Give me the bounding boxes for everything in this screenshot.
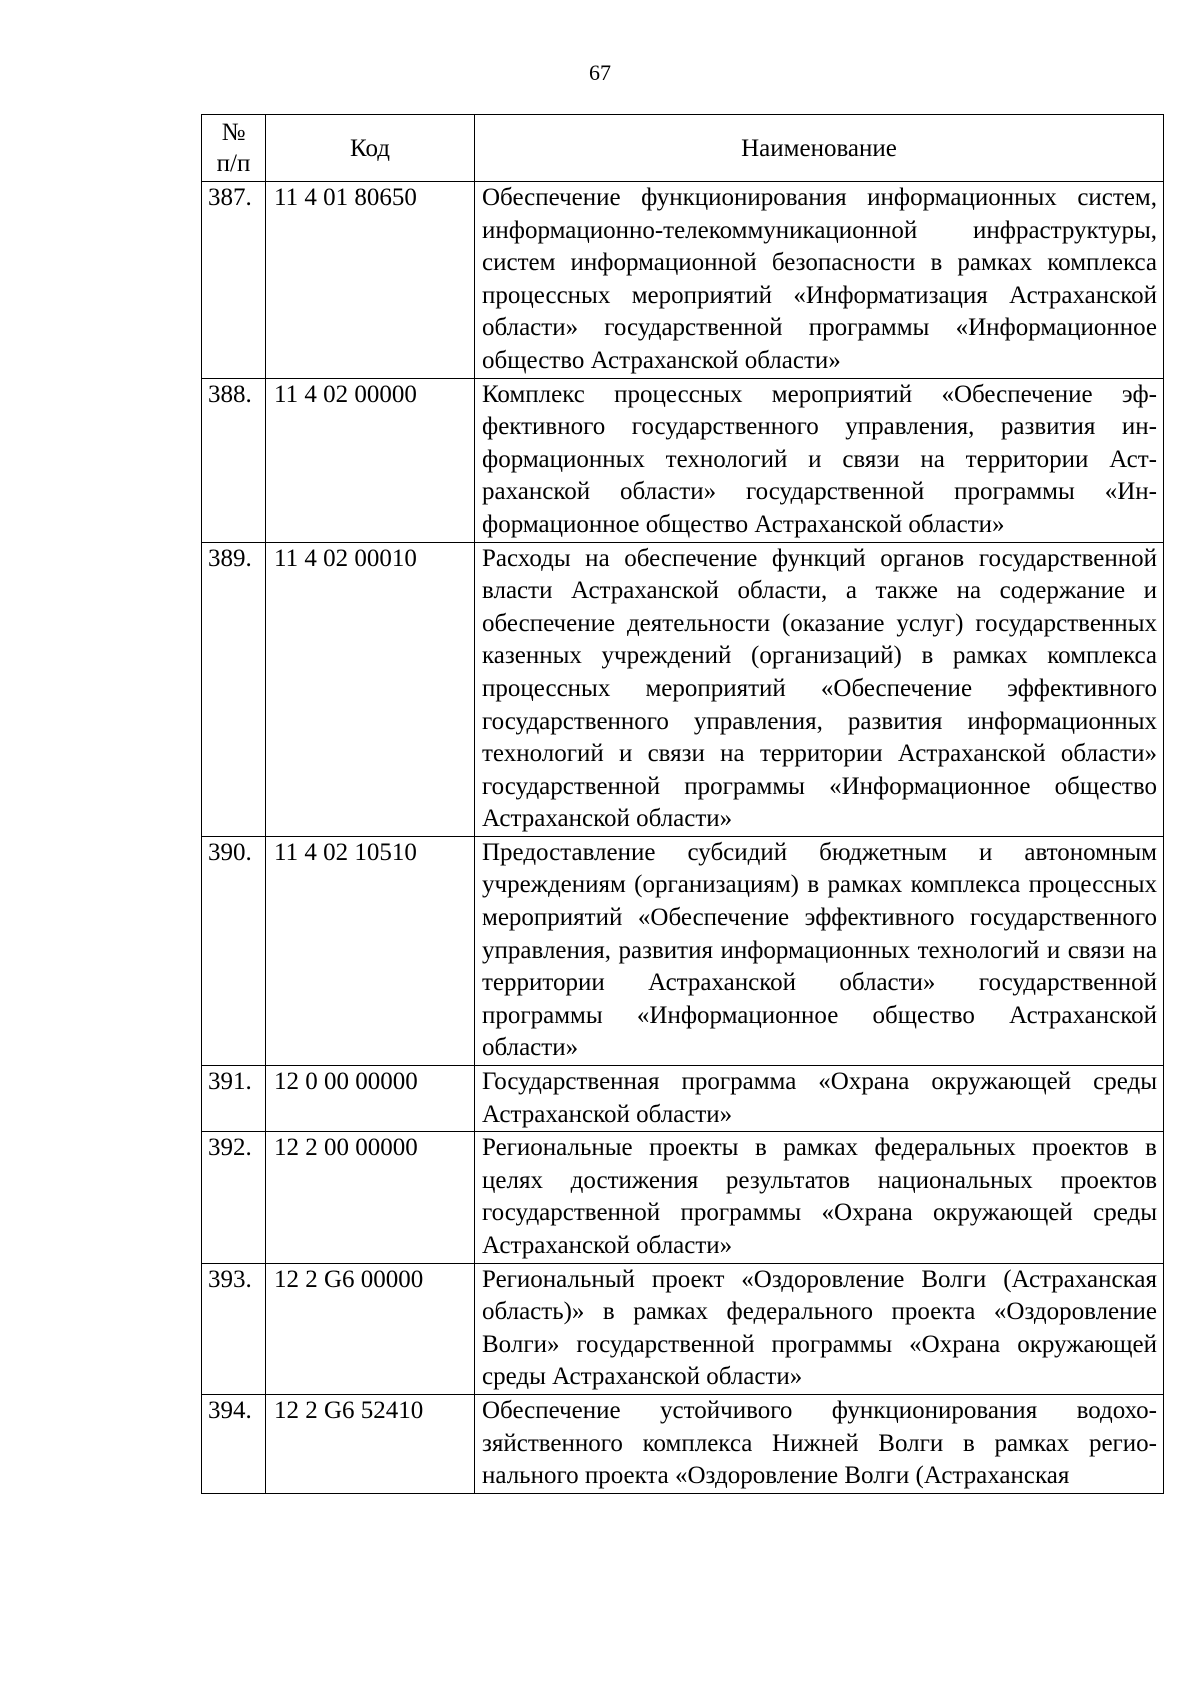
row-code: 12 2 00 00000: [266, 1132, 475, 1263]
header-num-label: № п/п: [216, 119, 251, 177]
row-number: 391.: [202, 1066, 266, 1132]
table-row: [202, 1066, 1164, 1132]
table-row: [202, 1132, 1164, 1263]
row-name: Комплекс процессных мероприятий «Обеспечение эффективного государственного управления, развития информационных технологий и связи на территории Астраханской области» государственной программы «Информационное общество Астраханской области»: [475, 378, 1164, 542]
row-code: 11 4 02 10510: [266, 836, 475, 1065]
row-name: Расходы на обеспечение функций органов государственной власти Астраханской области, а также на содержание и обеспечение деятельности (оказание услуг) государственных казенных учреждений (организаций) в рамках комплекса процессных мероприятий «Обеспечение эффективного государственного управления, развития информационных технологий и связи на территории Астраханской области» государственной программы «Информационное общество Астраханской области»: [475, 542, 1164, 836]
row-name: Государственная программа «Охрана окружающей среды Астраханской области»: [475, 1066, 1164, 1132]
table-row: [202, 182, 1164, 379]
row-number: 392.: [202, 1132, 266, 1263]
row-code: 12 2 G6 00000: [266, 1263, 475, 1394]
classification-table: [201, 114, 1164, 1494]
row-name: Обеспечение устойчивого функционирования водохозяйственного комплекса Нижней Волги в рамках регионального проекта «Оздоровление Волги (Астраханская: [475, 1394, 1164, 1493]
row-code: 12 0 00 00000: [266, 1066, 475, 1132]
table-row: [202, 836, 1164, 1065]
header-num: [202, 115, 266, 182]
table-body: [202, 182, 1164, 1494]
header-code: Код: [266, 115, 475, 182]
page-number: 67: [589, 60, 611, 85]
row-code: 11 4 02 00010: [266, 542, 475, 836]
row-number: 387.: [202, 182, 266, 379]
row-number: 394.: [202, 1394, 266, 1493]
table-row: [202, 1263, 1164, 1394]
row-number: 390.: [202, 836, 266, 1065]
row-number: 388.: [202, 378, 266, 542]
row-code: 11 4 01 80650: [266, 182, 475, 379]
table-header-row: [202, 115, 1164, 182]
row-name: Предоставление субсидий бюджетным и автономным учреждениям (организациям) в рамках комплекса процессных мероприятий «Обеспечение эффективного государственного управления, развития информационных технологий и связи на территории Астраханской области» государственной программы «Информационное общество Астраханской области»: [475, 836, 1164, 1065]
row-name: Региональные проекты в рамках федеральных проектов в целях достижения результатов национальных проектов государственной программы «Охрана окружающей среды Астраханской области»: [475, 1132, 1164, 1263]
classification-table-container: [201, 114, 1163, 1494]
table-row: [202, 1394, 1164, 1493]
row-number: 389.: [202, 542, 266, 836]
table-row: [202, 378, 1164, 542]
row-name: Обеспечение функционирования информационных систем, информационно-телекоммуникационной инфраструктуры, систем информационной безопасности в рамках комплекса процессных мероприятий «Информатизация Астраханской области» государственной программы «Информационное общество Астраханской области»: [475, 182, 1164, 379]
row-number: 393.: [202, 1263, 266, 1394]
header-name: Наименование: [475, 115, 1164, 182]
table-row: [202, 542, 1164, 836]
row-name: Региональный проект «Оздоровление Волги (Астраханская область)» в рамках федерального проекта «Оздоровление Волги» государственной программы «Охрана окружающей среды Астраханской области»: [475, 1263, 1164, 1394]
row-code: 11 4 02 00000: [266, 378, 475, 542]
row-code: 12 2 G6 52410: [266, 1394, 475, 1493]
